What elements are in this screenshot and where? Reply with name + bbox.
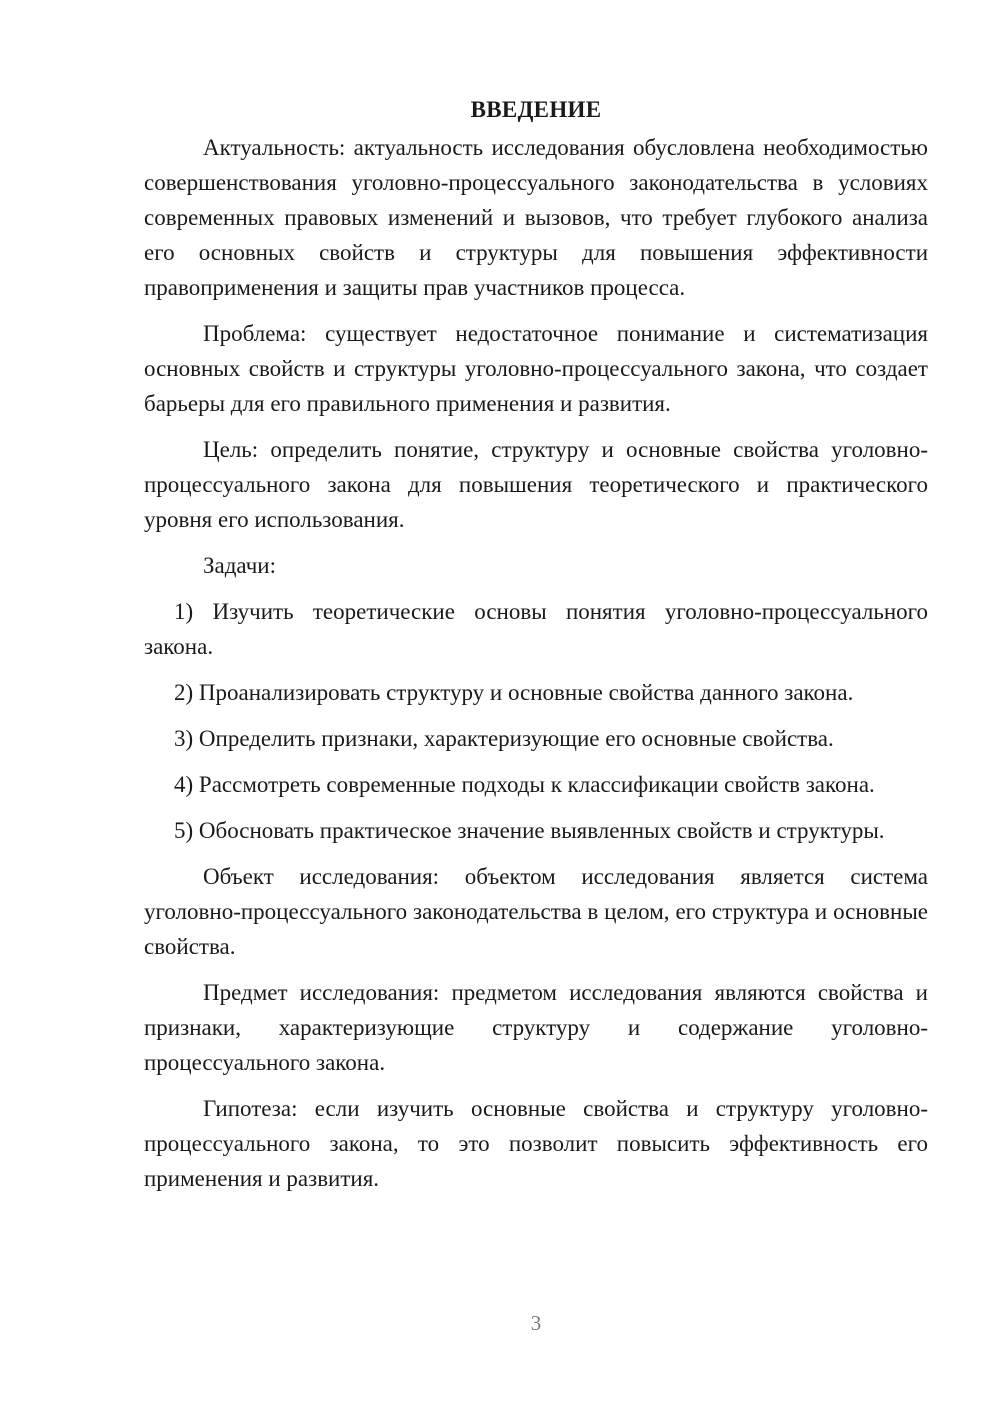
paragraph-hypothesis: Гипотеза: если изучить основные свойства и структуру уголовно-процессуального закона, то это позволит повысить эффективность его применения и развития. [144, 1096, 928, 1191]
paragraph-subject: Предмет исследования: предметом исследования являются свойства и признаки, характеризующие структуру и содержание уголовно-процессуального закона. [144, 980, 928, 1075]
page-content [144, 92, 928, 1196]
paragraph-relevance: Актуальность: актуальность исследования обусловлена необходимостью совершенствования уголовно-процессуального законодательства в условиях современных правовых изменений и вызовов, что требует глубокого анализа его основных свойств и структуры для повышения эффективности правоприменения и защиты прав участников процесса. [144, 135, 928, 300]
paragraph-object: Объект исследования: объектом исследования является система уголовно-процессуального законодательства в целом, его структура и основные свойства. [144, 864, 928, 959]
tasks-label: Задачи: [203, 553, 276, 578]
task-item-4: 4) Рассмотреть современные подходы к классификации свойств закона. [174, 772, 875, 797]
paragraph-goal: Цель: определить понятие, структуру и основные свойства уголовно-процессуального закона для повышения теоретического и практического уровня его использования. [144, 437, 928, 532]
paragraph-problem: Проблема: существует недостаточное понимание и систематизация основных свойств и структуры уголовно-процессуального закона, что создает барьеры для его правильного применения и развития. [144, 321, 928, 416]
task-item-1: 1) Изучить теоретические основы понятия уголовно-процессуального закона. [144, 599, 928, 659]
task-item-2: 2) Проанализировать структуру и основные свойства данного закона. [174, 680, 854, 705]
task-item-3: 3) Определить признаки, характеризующие его основные свойства. [174, 726, 834, 751]
page-title: ВВЕДЕНИЕ [470, 97, 602, 122]
task-item-5: 5) Обосновать практическое значение выявленных свойств и структуры. [174, 818, 885, 843]
page-number: 3 [530, 1311, 542, 1335]
